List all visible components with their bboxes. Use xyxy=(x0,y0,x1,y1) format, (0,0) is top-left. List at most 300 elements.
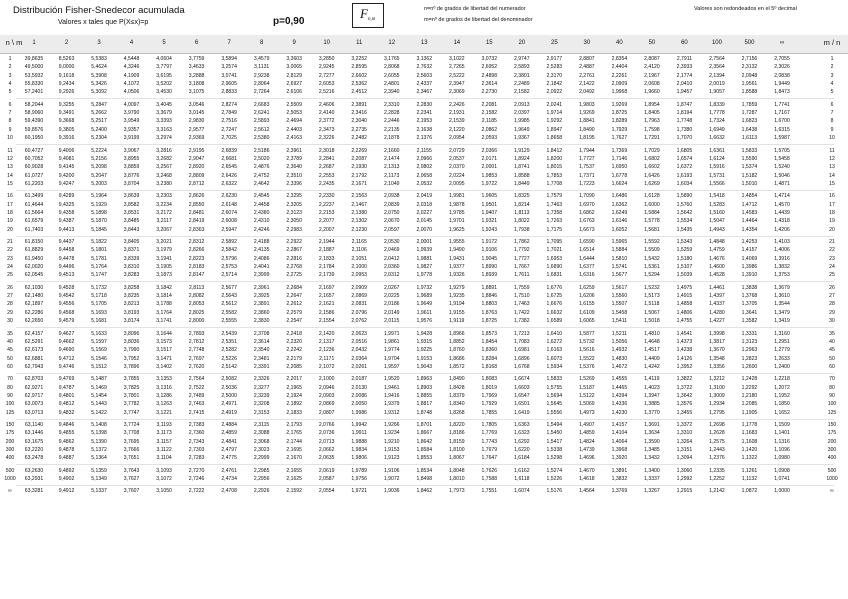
table-cell: 63,1140 xyxy=(24,422,44,428)
table-cell: 1,9555 xyxy=(448,239,465,245)
table-cell: 2,3310 xyxy=(383,101,400,108)
table-cell: 1,5705 xyxy=(774,147,790,154)
table-cell: 2,2647 xyxy=(286,293,302,300)
table-cell: 3,7747 xyxy=(123,409,140,416)
table-cell: 62,2650 xyxy=(24,318,44,325)
table-cell: 1,3337 xyxy=(644,476,660,483)
table-cell: 1,2963 xyxy=(741,347,758,354)
table-cell: 62,5291 xyxy=(24,338,44,345)
table-cell: 1,4871 xyxy=(774,180,790,187)
table-cell: 1,6361 xyxy=(709,147,725,154)
row-label-right: 45 xyxy=(829,347,835,354)
table-cell: 1,5294 xyxy=(644,272,660,279)
table-cell: 63,0713 xyxy=(24,409,44,416)
table-cell: 2,0419 xyxy=(416,193,433,200)
row-label-left: 50 xyxy=(7,355,13,362)
table-cell: 1,4759 xyxy=(709,247,725,254)
table-cell: 1,9461 xyxy=(383,384,400,391)
table-cell: 1,2142 xyxy=(709,488,725,495)
table-cell: 1,6970 xyxy=(579,201,595,208)
table-cell: 2,5643 xyxy=(221,293,237,300)
table-cell: 5,1364 xyxy=(91,455,107,462)
table-cell: 2,3023 xyxy=(253,447,270,454)
table-cell: 1,7559 xyxy=(514,284,530,291)
table-cell: 5,1870 xyxy=(91,218,107,225)
table-cell: 2,7265 xyxy=(448,64,465,71)
table-cell: 3,1842 xyxy=(156,284,172,291)
table-row xyxy=(0,172,848,180)
table-cell: 1,3100 xyxy=(709,384,725,391)
table-cell: 1,4336 xyxy=(611,401,628,408)
table-cell: 2,4859 xyxy=(221,430,237,437)
table-cell: 1,8686 xyxy=(448,355,465,362)
column-header: 60 xyxy=(681,40,688,46)
table-cell: 1,6249 xyxy=(611,209,628,216)
table-cell: 2,4898 xyxy=(481,72,498,79)
table-cell: 1,9172 xyxy=(481,239,498,245)
row-label-right: 500 xyxy=(827,467,837,474)
table-cell: 1,7778 xyxy=(709,110,725,117)
table-cell: 3,1353 xyxy=(156,376,172,383)
row-label-right: 14 xyxy=(829,172,835,179)
table-cell: 1,7611 xyxy=(514,272,530,279)
table-cell: 2,0187 xyxy=(351,376,367,383)
table-cell: 2,8481 xyxy=(188,209,205,216)
table-cell: 1,5010 xyxy=(741,180,758,187)
table-cell: 2,0516 xyxy=(351,338,367,345)
table-cell: 2,5893 xyxy=(253,118,270,125)
table-cell: 2,0670 xyxy=(383,218,400,225)
table-cell: 2,1784 xyxy=(318,264,335,271)
table-cell: 2,8082 xyxy=(188,293,205,300)
table-cell: 1,6950 xyxy=(611,164,628,171)
row-label-left: 28 xyxy=(7,301,13,308)
table-row xyxy=(0,454,848,462)
row-label-right: 400 xyxy=(827,455,837,462)
table-cell: 3,4045 xyxy=(156,101,172,108)
table-cell: 2,8626 xyxy=(188,193,205,200)
row-label-left: 1 xyxy=(8,56,12,62)
table-cell: 1,9971 xyxy=(383,330,400,337)
table-cell: 3,7627 xyxy=(123,476,140,483)
table-cell: 1,9234 xyxy=(383,430,400,437)
table-cell: 1,5645 xyxy=(546,401,563,408)
table-cell: 1,4354 xyxy=(741,226,758,233)
table-cell: 3,1873 xyxy=(156,272,172,279)
table-cell: 1,4830 xyxy=(611,355,628,362)
table-cell: 2,3940 xyxy=(383,89,400,96)
table-cell: 2,0537 xyxy=(448,155,465,162)
table-cell: 1,6802 xyxy=(644,155,660,162)
table-cell: 1,8803 xyxy=(481,301,498,308)
table-cell: 2,4310 xyxy=(253,218,270,225)
table-cell: 1,4238 xyxy=(676,347,693,354)
table-cell: 2,7697 xyxy=(188,355,205,362)
row-label-right: 1000 xyxy=(826,476,838,483)
corner-label-left: n \ m xyxy=(5,38,23,47)
table-cell: 1,9576 xyxy=(416,318,433,325)
table-cell: 2,1467 xyxy=(351,201,367,208)
table-cell: 2,1376 xyxy=(416,135,433,142)
table-cell: 2,3170 xyxy=(546,72,563,79)
row-label-right: 21 xyxy=(829,239,835,245)
table-cell: 3,7643 xyxy=(123,467,140,474)
table-cell: 2,2330 xyxy=(318,193,335,200)
table-cell: 1,4848 xyxy=(709,239,725,245)
table-cell: 2,7564 xyxy=(709,56,725,62)
table-cell: 63,2478 xyxy=(24,455,44,462)
row-label-left: 70 xyxy=(7,376,13,383)
table-cell: 1,6831 xyxy=(546,272,563,279)
table-cell: 1,7667 xyxy=(514,264,530,271)
table-cell: 1,4712 xyxy=(741,201,758,208)
table-cell: 1,5890 xyxy=(676,193,693,200)
table-cell: 3,2574 xyxy=(221,64,237,71)
table-cell: 2,9605 xyxy=(221,81,237,88)
table-cell: 1,8924 xyxy=(514,155,530,162)
table-cell: 1,6890 xyxy=(546,264,563,271)
table-cell: 1,1132 xyxy=(741,476,758,483)
table-cell: 2,7911 xyxy=(676,56,693,62)
table-cell: 1,5435 xyxy=(676,226,693,233)
table-cell: 2,0762 xyxy=(351,318,367,325)
table-cell: 61,5664 xyxy=(24,209,44,216)
table-cell: 1,6128 xyxy=(644,193,660,200)
table-cell: 1,5681 xyxy=(644,226,660,233)
row-label-right: 125 xyxy=(827,409,837,416)
row-label-right: 16 xyxy=(829,193,835,200)
table-cell: 9,4690 xyxy=(58,347,75,354)
table-cell: 2,3961 xyxy=(253,284,270,291)
table-cell: 1,7083 xyxy=(514,338,530,345)
table-cell: 1,5916 xyxy=(709,164,725,171)
table-cell: 2,7516 xyxy=(221,118,237,125)
table-cell: 2,0432 xyxy=(351,347,367,354)
table-cell: 2,1697 xyxy=(318,284,335,291)
table-cell: 1,7741 xyxy=(774,101,790,108)
table-cell: 2,8807 xyxy=(579,56,595,62)
table-cell: 2,0597 xyxy=(383,226,400,233)
table-cell: 1,7626 xyxy=(481,467,498,474)
table-cell: 2,1000 xyxy=(351,264,367,271)
column-header: 8 xyxy=(259,40,264,46)
table-cell: 2,8274 xyxy=(221,101,237,108)
table-cell: 5,1693 xyxy=(91,309,107,316)
table-cell: 1,2698 xyxy=(709,422,725,428)
table-cell: 2,0909 xyxy=(351,284,367,291)
table-cell: 1,9431 xyxy=(448,255,465,262)
table-cell: 1,3920 xyxy=(611,455,628,462)
table-cell: 2,0619 xyxy=(318,467,335,474)
table-cell: 3,1316 xyxy=(156,384,172,391)
table-cell: 1,8473 xyxy=(774,89,790,96)
table-cell: 3,8339 xyxy=(123,255,140,262)
table-cell: 2,1000 xyxy=(318,376,335,383)
table-cell: 3,2468 xyxy=(156,172,172,179)
table-cell: 1,9292 xyxy=(546,118,563,125)
row-label-right: 9 xyxy=(830,126,834,133)
table-cell: 2,7277 xyxy=(318,72,335,79)
table-cell: 1,3264 xyxy=(676,438,693,445)
table-cell: 2,3088 xyxy=(253,430,270,437)
table-cell: 2,9177 xyxy=(546,56,563,62)
column-header: 6 xyxy=(194,40,199,46)
table-cell: 1,5160 xyxy=(709,209,725,216)
table-cell: 1,4859 xyxy=(579,430,595,437)
table-cell: 1,5458 xyxy=(611,309,628,316)
table-row xyxy=(0,255,848,263)
table-cell: 1,4858 xyxy=(676,301,693,308)
table-cell: 55,8330 xyxy=(24,81,44,88)
table-cell: 1,3910 xyxy=(741,272,758,279)
table-cell: 9,4769 xyxy=(58,376,75,383)
row-label-right: 8 xyxy=(830,118,834,125)
table-cell: 1,7358 xyxy=(546,209,563,216)
table-cell: 2,0635 xyxy=(318,455,335,462)
table-cell: 63,0073 xyxy=(24,401,44,408)
row-label-left: 4 xyxy=(8,81,12,88)
table-cell: 1,8490 xyxy=(579,126,595,133)
table-cell: 5,1546 xyxy=(91,355,107,362)
table-cell: 2,0953 xyxy=(351,272,367,279)
table-cell: 1,7679 xyxy=(481,447,498,454)
table-cell: 3,1093 xyxy=(156,467,172,474)
table-cell: 9,4627 xyxy=(58,330,75,337)
row-label-left: 5 xyxy=(8,89,12,96)
table-cell: 1,4103 xyxy=(774,239,790,245)
table-cell: 2,0492 xyxy=(579,89,595,96)
table-cell: 2,6683 xyxy=(253,101,270,108)
table-cell: 1,9326 xyxy=(448,272,465,279)
table-cell: 2,5222 xyxy=(448,72,465,79)
table-cell: 2,0086 xyxy=(351,392,367,399)
table-cell: 1,5432 xyxy=(644,255,660,262)
table-cell: 2,2612 xyxy=(286,301,302,308)
table-cell: 1,5283 xyxy=(709,201,725,208)
table-cell: 1,6034 xyxy=(676,180,693,187)
table-cell: 1,5810 xyxy=(611,255,628,262)
table-cell: 1,7969 xyxy=(481,392,498,399)
table-cell: 1,5274 xyxy=(546,467,563,474)
table-cell: 1,8289 xyxy=(611,118,628,125)
table-cell: 2,0410 xyxy=(676,81,693,88)
table-cell: 2,1051 xyxy=(351,255,367,262)
table-cell: 2,7222 xyxy=(188,488,205,495)
table-cell: 3,1122 xyxy=(156,447,172,454)
table-cell: 1,3753 xyxy=(774,272,790,279)
row-label-right: ∞ xyxy=(830,488,834,495)
table-row xyxy=(0,134,848,142)
table-cell: 1,8553 xyxy=(416,455,433,462)
table-cell: 5,1422 xyxy=(91,409,107,416)
table-cell: 2,3540 xyxy=(253,347,270,354)
column-header: 3 xyxy=(97,40,101,46)
table-cell: 1,9986 xyxy=(351,409,367,416)
table-row xyxy=(0,163,848,171)
table-cell: 3,2816 xyxy=(156,147,172,154)
table-cell: 61,9450 xyxy=(24,255,44,262)
row-label-left: 16 xyxy=(7,193,13,200)
row-label-right: 23 xyxy=(829,255,835,262)
table-cell: 2,7383 xyxy=(188,422,205,428)
table-cell: 1,9806 xyxy=(351,455,367,462)
table-cell: 1,6953 xyxy=(546,255,563,262)
table-cell: 1,9106 xyxy=(481,247,498,254)
row-label-left: 26 xyxy=(7,284,13,291)
column-header: 4 xyxy=(129,40,134,46)
table-cell: 9,4200 xyxy=(58,172,75,179)
table-cell: 1,8412 xyxy=(546,147,563,154)
table-row xyxy=(0,384,848,392)
table-cell: 3,8955 xyxy=(123,155,140,162)
table-cell: 1,6632 xyxy=(546,309,563,316)
table-cell: 2,3396 xyxy=(286,180,302,187)
table-cell: 1,6269 xyxy=(644,180,660,187)
row-label-left: 27 xyxy=(7,293,13,300)
table-cell: 1,2915 xyxy=(676,488,693,495)
table-cell: 9,4878 xyxy=(58,447,75,454)
table-cell: 2,1625 xyxy=(286,476,302,483)
table-cell: 1,2400 xyxy=(774,363,790,370)
table-cell: 2,1671 xyxy=(351,180,367,187)
table-cell: 1,6778 xyxy=(611,172,628,179)
table-cell: 2,0713 xyxy=(318,438,335,445)
table-cell: 1,9611 xyxy=(416,309,432,316)
table-cell: 2,4246 xyxy=(253,226,270,233)
table-cell: 2,7343 xyxy=(188,438,205,445)
group-separator xyxy=(16,98,834,99)
table-cell: 61,0727 xyxy=(24,172,44,179)
table-cell: 2,8087 xyxy=(644,56,660,62)
table-cell: 1,9981 xyxy=(448,193,465,200)
row-label-right: 300 xyxy=(827,447,837,454)
table-cell: 1,5118 xyxy=(644,301,660,308)
table-cell: 1,1261 xyxy=(741,467,758,474)
table-cell: 9,4513 xyxy=(58,272,75,279)
row-label-left: 17 xyxy=(7,201,13,208)
table-cell: 1,6292 xyxy=(514,438,530,445)
table-cell: 2,6148 xyxy=(221,201,237,208)
table-cell: 1,2085 xyxy=(741,401,758,408)
table-cell: 1,8588 xyxy=(741,89,758,96)
table-cell: 2,0750 xyxy=(383,209,400,216)
table-cell: 2,1302 xyxy=(351,218,367,225)
table-cell: 1,9269 xyxy=(579,110,595,117)
table-cell: 1,8405 xyxy=(644,110,660,117)
table-cell: 61,8150 xyxy=(24,239,44,245)
table-cell: 1,2934 xyxy=(709,401,725,408)
row-label-right: 12 xyxy=(829,155,835,162)
table-cell: 2,3295 xyxy=(286,193,302,200)
table-cell: 2,1657 xyxy=(318,293,335,300)
table-cell: 3,8531 xyxy=(123,209,140,216)
table-cell: 2,1220 xyxy=(448,126,465,133)
row-label-right: 15 xyxy=(829,180,835,187)
table-cell: 2,3115 xyxy=(254,422,270,428)
table-cell: 1,7263 xyxy=(546,218,563,225)
table-row xyxy=(0,300,848,308)
table-cell: 9,4081 xyxy=(58,155,75,162)
table-cell: 5,1705 xyxy=(91,301,107,308)
table-cell: 2,1106 xyxy=(351,247,367,254)
table-cell: 1,6514 xyxy=(579,247,595,254)
table-cell: 1,3094 xyxy=(676,455,693,462)
table-cell: 3,1941 xyxy=(156,255,172,262)
corner-label-right: m / n xyxy=(823,38,841,47)
table-cell: 1,9312 xyxy=(383,409,400,416)
table-cell: 1,5987 xyxy=(774,135,790,142)
table-cell: 2,2553 xyxy=(318,172,335,179)
column-header: 13 xyxy=(420,40,428,46)
row-label-left: 90 xyxy=(7,392,13,399)
table-cell: 2,0469 xyxy=(383,247,400,254)
table-cell: 2,8053 xyxy=(188,301,205,308)
table-cell: 2,1554 xyxy=(318,318,335,325)
table-cell: 3,1788 xyxy=(156,301,172,308)
column-header: 15 xyxy=(485,40,493,46)
table-cell: 1,6362 xyxy=(611,201,628,208)
table-cell: 9,4902 xyxy=(58,476,75,483)
table-cell: 3,5202 xyxy=(156,81,172,88)
table-cell: 1,6676 xyxy=(546,301,563,308)
table-cell: 1,9649 xyxy=(416,301,433,308)
table-cell: 1,4069 xyxy=(741,255,758,262)
table-cell: 1,2292 xyxy=(741,384,758,391)
table-cell: 2,1420 xyxy=(318,330,335,337)
table-cell: 1,3891 xyxy=(611,467,628,474)
table-cell: 3,1131 xyxy=(254,64,270,71)
table-cell: 3,2888 xyxy=(188,72,205,79)
table-cell: 9,4579 xyxy=(58,318,75,325)
row-label-left: 23 xyxy=(7,255,13,262)
table-cell: 1,4409 xyxy=(644,355,660,362)
table-cell: 5,1822 xyxy=(91,239,107,245)
table-cell: 2,0227 xyxy=(416,209,433,216)
table-row xyxy=(0,147,848,155)
table-cell: 1,3576 xyxy=(676,401,693,408)
row-label-left: 14 xyxy=(7,172,13,179)
table-cell: 2,4403 xyxy=(286,126,302,133)
table-cell: 2,4135 xyxy=(253,247,270,254)
table-cell: 1,3952 xyxy=(676,363,693,370)
table-cell: 2,5947 xyxy=(221,226,237,233)
table-cell: 1,4104 xyxy=(611,430,628,437)
note-rounding: Valores son redondeados en el 5º decimal xyxy=(694,6,797,12)
table-cell: 1,3610 xyxy=(774,293,790,300)
table-cell: 1,3832 xyxy=(611,476,628,483)
table-cell: 2,6426 xyxy=(221,172,237,179)
table-cell: 1,9834 xyxy=(351,447,367,454)
table-cell: 1,2633 xyxy=(774,355,790,362)
table-cell: 3,8443 xyxy=(123,226,140,233)
table-cell: 2,2320 xyxy=(286,338,302,345)
table-cell: 2,0608 xyxy=(644,81,660,88)
table-cell: 2,3510 xyxy=(286,172,302,179)
table-cell: 9,4846 xyxy=(58,422,75,428)
table-cell: 2,1930 xyxy=(351,164,367,171)
table-cell: 1,4564 xyxy=(579,488,595,495)
table-cell: 2,1765 xyxy=(286,430,302,437)
table-cell: 1,8947 xyxy=(546,126,563,133)
row-label-left: 22 xyxy=(7,247,13,254)
p-value-label: p=0,90 xyxy=(273,16,305,27)
row-label-left: 60 xyxy=(7,363,13,370)
table-cell: 1,9457 xyxy=(676,89,693,96)
table-cell: 1,5778 xyxy=(644,218,660,225)
table-cell: 1,9597 xyxy=(383,363,400,370)
table-cell: 1,6155 xyxy=(579,301,595,308)
table-cell: 2,1953 xyxy=(416,118,433,125)
